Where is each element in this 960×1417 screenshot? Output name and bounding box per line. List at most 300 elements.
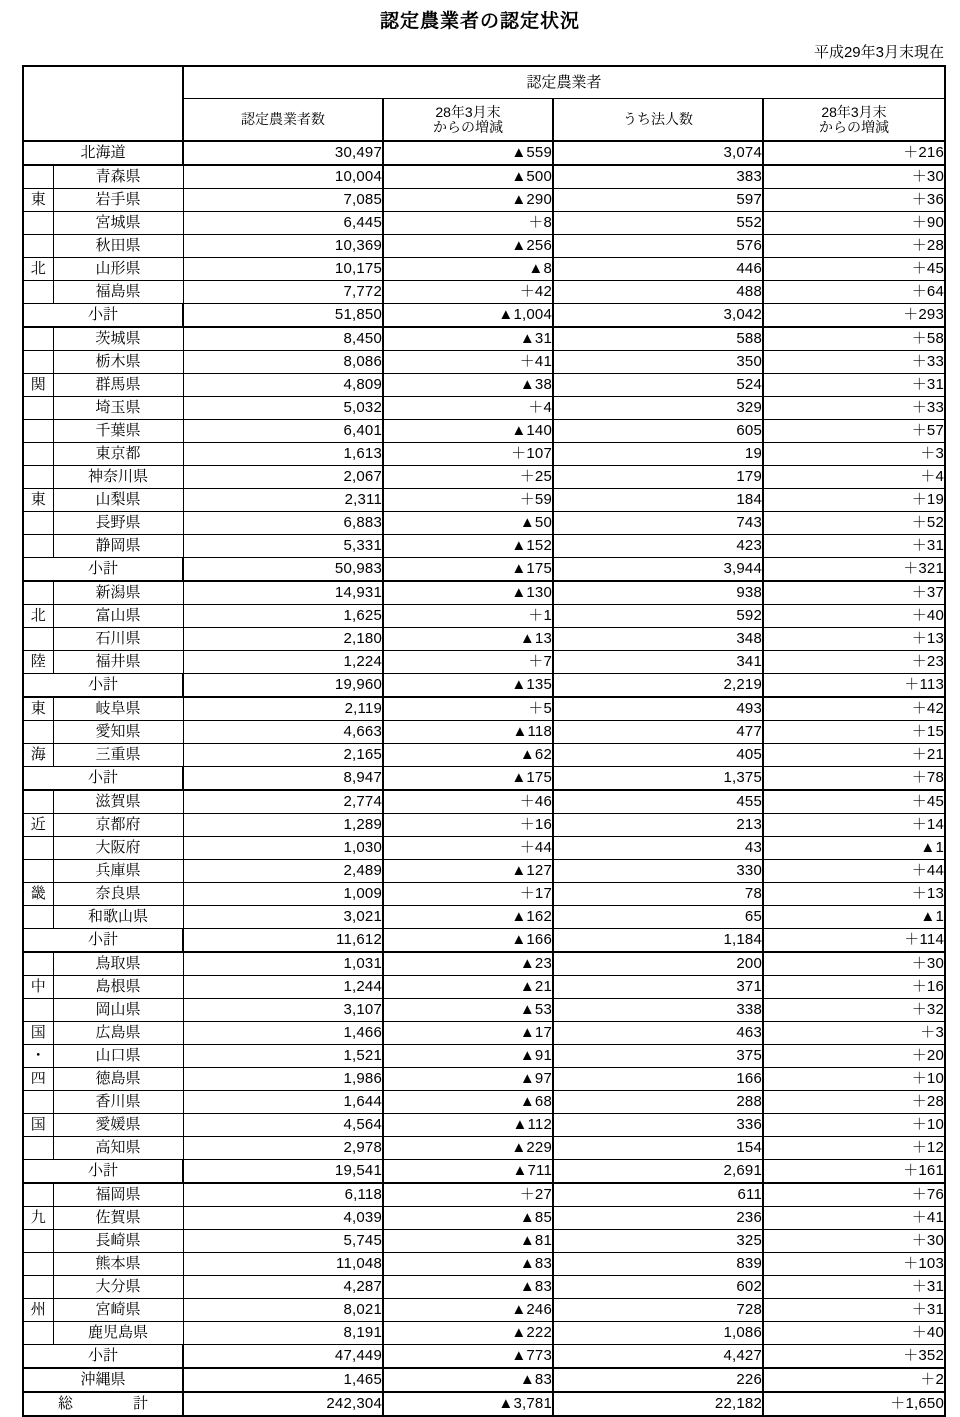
region-label-cell (23, 581, 53, 605)
cell-count-change: ▲3,781 (383, 1392, 553, 1416)
cell-count: 1,289 (183, 814, 383, 837)
cell-corporations: 338 (553, 999, 763, 1022)
cell-count: 10,175 (183, 258, 383, 281)
table-row (23, 258, 945, 281)
prefecture-name-cell: 三重県 (53, 744, 183, 767)
cell-count: 6,445 (183, 212, 383, 235)
cell-count-change: ▲38 (383, 374, 553, 397)
region-label-cell (23, 1322, 53, 1345)
table-row (23, 605, 945, 628)
table-row (23, 952, 945, 976)
cell-count-change: ▲91 (383, 1045, 553, 1068)
cell-corporations: 576 (553, 235, 763, 258)
prefecture-name-cell: 千葉県 (53, 420, 183, 443)
cell-count: 8,086 (183, 351, 383, 374)
region-label-cell (23, 1137, 53, 1160)
cell-corporations: 1,184 (553, 929, 763, 953)
cell-corp-change: ＋30 (763, 165, 945, 189)
prefecture-name-cell: 長崎県 (53, 1230, 183, 1253)
cell-corporations: 383 (553, 165, 763, 189)
table-row (23, 1253, 945, 1276)
cell-count: 5,331 (183, 535, 383, 558)
cell-count: 30,497 (183, 141, 383, 165)
cell-corp-change: ＋42 (763, 697, 945, 721)
region-label-cell (23, 721, 53, 744)
table-row (23, 837, 945, 860)
cell-corporations: 938 (553, 581, 763, 605)
table-row (23, 929, 945, 953)
cell-count-change: ▲246 (383, 1299, 553, 1322)
cell-corp-change: ＋19 (763, 489, 945, 512)
region-label-cell (23, 1091, 53, 1114)
table-row (23, 189, 945, 212)
cell-count-change: ▲162 (383, 906, 553, 929)
prefecture-name-cell: 神奈川県 (53, 466, 183, 489)
table-row (23, 767, 945, 791)
region-label-cell (23, 512, 53, 535)
prefecture-name-cell: 香川県 (53, 1091, 183, 1114)
prefecture-name-cell: 福岡県 (53, 1183, 183, 1207)
cell-corporations: 22,182 (553, 1392, 763, 1416)
prefecture-name-cell: 栃木県 (53, 351, 183, 374)
region-label-cell (23, 1253, 53, 1276)
cell-count-change: ▲53 (383, 999, 553, 1022)
cell-count: 1,244 (183, 976, 383, 999)
cell-corporations: 602 (553, 1276, 763, 1299)
cell-count: 1,009 (183, 883, 383, 906)
region-label-cell: 中 (23, 976, 53, 999)
cell-count: 2,067 (183, 466, 383, 489)
cell-count-change: ▲1,004 (383, 304, 553, 328)
region-label-cell (23, 860, 53, 883)
cell-count-change: ＋8 (383, 212, 553, 235)
cell-count-change: ▲112 (383, 1114, 553, 1137)
prefecture-name-cell: 和歌山県 (53, 906, 183, 929)
prefecture-name-cell: 福井県 (53, 651, 183, 674)
prefecture-name-cell: 大阪府 (53, 837, 183, 860)
cell-corp-change: ＋64 (763, 281, 945, 304)
table-row (23, 304, 945, 328)
table-head (23, 66, 945, 141)
cell-count-change: ▲68 (383, 1091, 553, 1114)
region-label-cell (23, 420, 53, 443)
cell-count: 8,191 (183, 1322, 383, 1345)
cell-corp-change: ＋30 (763, 952, 945, 976)
table-row (23, 721, 945, 744)
cell-count: 6,118 (183, 1183, 383, 1207)
region-label-cell (23, 327, 53, 351)
cell-count: 2,489 (183, 860, 383, 883)
cell-count-change: ▲23 (383, 952, 553, 976)
cell-count-change: ＋7 (383, 651, 553, 674)
region-label-cell (23, 351, 53, 374)
prefecture-name-cell: 京都府 (53, 814, 183, 837)
region-label-cell (23, 1276, 53, 1299)
cell-corporations: 179 (553, 466, 763, 489)
header-col-count-change-line1: 28年3月末 (435, 104, 501, 121)
cell-corporations: 43 (553, 837, 763, 860)
prefecture-name-cell: 静岡県 (53, 535, 183, 558)
cell-count-change: ▲81 (383, 1230, 553, 1253)
table-row (23, 489, 945, 512)
prefecture-name-cell: 埼玉県 (53, 397, 183, 420)
cell-corp-change: ＋33 (763, 397, 945, 420)
cell-corp-change: ＋41 (763, 1207, 945, 1230)
cell-count: 11,048 (183, 1253, 383, 1276)
cell-count: 19,541 (183, 1160, 383, 1184)
cell-corp-change: ＋40 (763, 1322, 945, 1345)
cell-corporations: 743 (553, 512, 763, 535)
region-label-cell: 国 (23, 1022, 53, 1045)
cell-count: 2,165 (183, 744, 383, 767)
cell-count-change: ＋27 (383, 1183, 553, 1207)
cell-corporations: 1,375 (553, 767, 763, 791)
cell-count-change: ▲31 (383, 327, 553, 351)
cell-corporations: 329 (553, 397, 763, 420)
prefecture-name-cell: 高知県 (53, 1137, 183, 1160)
prefecture-name-cell: 奈良県 (53, 883, 183, 906)
cell-corp-change: ＋216 (763, 141, 945, 165)
subtotal-label-cell: 小計 (23, 674, 183, 698)
subtotal-label-cell: 小計 (23, 558, 183, 582)
prefecture-name-cell: 長野県 (53, 512, 183, 535)
table-row (23, 1137, 945, 1160)
cell-corporations: 348 (553, 628, 763, 651)
region-label-cell: 国 (23, 1114, 53, 1137)
table-row (23, 1207, 945, 1230)
region-label-cell (23, 952, 53, 976)
cell-corp-change: ＋21 (763, 744, 945, 767)
cell-count: 4,287 (183, 1276, 383, 1299)
cell-corporations: 597 (553, 189, 763, 212)
cell-corp-change: ＋30 (763, 1230, 945, 1253)
cell-count: 5,032 (183, 397, 383, 420)
cell-count-change: ▲229 (383, 1137, 553, 1160)
cell-corporations: 2,691 (553, 1160, 763, 1184)
cell-corp-change: ＋13 (763, 628, 945, 651)
prefecture-name-cell: 群馬県 (53, 374, 183, 397)
prefecture-name-cell: 宮崎県 (53, 1299, 183, 1322)
table-row (23, 558, 945, 582)
table-row (23, 235, 945, 258)
cell-corporations: 592 (553, 605, 763, 628)
prefecture-name-cell: 北海道 (23, 141, 183, 165)
cell-count-change: ▲83 (383, 1368, 553, 1392)
cell-corporations: 65 (553, 906, 763, 929)
prefecture-name-cell: 岩手県 (53, 189, 183, 212)
cell-corp-change: ＋4 (763, 466, 945, 489)
region-label-cell: 畿 (23, 883, 53, 906)
cell-corp-change: ＋31 (763, 374, 945, 397)
cell-corp-change: ＋293 (763, 304, 945, 328)
header-col-corp-change-line1: 28年3月末 (821, 104, 887, 121)
cell-corporations: 336 (553, 1114, 763, 1137)
cell-corp-change: ＋36 (763, 189, 945, 212)
cell-count-change: ＋42 (383, 281, 553, 304)
cell-count: 6,401 (183, 420, 383, 443)
table-row (23, 906, 945, 929)
header-group-label: 認定農業者 (183, 66, 945, 98)
prefecture-name-cell: 石川県 (53, 628, 183, 651)
cell-corp-change: ＋31 (763, 1299, 945, 1322)
table-row (23, 628, 945, 651)
prefecture-name-cell: 鳥取県 (53, 952, 183, 976)
cell-corporations: 19 (553, 443, 763, 466)
table-row (23, 999, 945, 1022)
header-corner-blank (23, 66, 183, 141)
prefecture-name-cell: 宮城県 (53, 212, 183, 235)
cell-count-change: ＋4 (383, 397, 553, 420)
table-row (23, 1183, 945, 1207)
cell-corp-change: ＋3 (763, 1022, 945, 1045)
header-col-corp-change-line2: からの増減 (819, 118, 889, 135)
cell-count: 1,224 (183, 651, 383, 674)
subtotal-label-cell: 小計 (23, 929, 183, 953)
prefecture-name-cell: 沖縄県 (23, 1368, 183, 1392)
header-col-corporations: うち法人数 (553, 99, 763, 142)
cell-count: 1,466 (183, 1022, 383, 1045)
cell-count-change: ＋59 (383, 489, 553, 512)
cell-count: 2,978 (183, 1137, 383, 1160)
prefecture-name-cell: 山梨県 (53, 489, 183, 512)
cell-count-change: ▲290 (383, 189, 553, 212)
region-label-cell (23, 790, 53, 814)
region-label-cell (23, 535, 53, 558)
cell-count: 1,613 (183, 443, 383, 466)
cell-corp-change: ＋161 (763, 1160, 945, 1184)
cell-corp-change: ＋28 (763, 235, 945, 258)
cell-count-change: ＋17 (383, 883, 553, 906)
cell-count-change: ▲559 (383, 141, 553, 165)
cell-corp-change: ＋40 (763, 605, 945, 628)
region-label-cell (23, 212, 53, 235)
cell-corp-change: ＋32 (763, 999, 945, 1022)
prefecture-name-cell: 徳島県 (53, 1068, 183, 1091)
cell-count-change: ▲135 (383, 674, 553, 698)
cell-count: 47,449 (183, 1345, 383, 1369)
cell-count: 8,450 (183, 327, 383, 351)
cell-corp-change: ＋45 (763, 790, 945, 814)
region-label-cell: 北 (23, 605, 53, 628)
table-row (23, 1230, 945, 1253)
region-label-cell (23, 837, 53, 860)
table-row (23, 790, 945, 814)
table-row (23, 1114, 945, 1137)
cell-count: 14,931 (183, 581, 383, 605)
cell-corp-change: ＋352 (763, 1345, 945, 1369)
cell-count-change: ▲166 (383, 929, 553, 953)
cell-corporations: 371 (553, 976, 763, 999)
prefecture-name-cell: 熊本県 (53, 1253, 183, 1276)
cell-count-change: ＋41 (383, 351, 553, 374)
cell-count-change: ▲97 (383, 1068, 553, 1091)
cell-count: 7,772 (183, 281, 383, 304)
cell-corporations: 2,219 (553, 674, 763, 698)
cell-count: 7,085 (183, 189, 383, 212)
table-row (23, 1022, 945, 1045)
cell-corporations: 3,074 (553, 141, 763, 165)
cell-corp-change: ＋28 (763, 1091, 945, 1114)
region-label-cell: 東 (23, 697, 53, 721)
cell-count-change: ▲500 (383, 165, 553, 189)
cell-corp-change: ＋52 (763, 512, 945, 535)
prefecture-name-cell: 山形県 (53, 258, 183, 281)
region-label-cell (23, 281, 53, 304)
cell-corporations: 605 (553, 420, 763, 443)
cell-count: 4,564 (183, 1114, 383, 1137)
subtotal-label-cell: 小計 (23, 1160, 183, 1184)
table-row (23, 674, 945, 698)
cell-corporations: 350 (553, 351, 763, 374)
cell-corp-change: ＋15 (763, 721, 945, 744)
cell-corporations: 455 (553, 790, 763, 814)
subtotal-label-cell: 小計 (23, 767, 183, 791)
cell-corp-change: ＋16 (763, 976, 945, 999)
cell-corporations: 728 (553, 1299, 763, 1322)
header-col-count: 認定農業者数 (183, 99, 383, 142)
region-label-cell: 九 (23, 1207, 53, 1230)
table-row (23, 165, 945, 189)
cell-corp-change: ＋57 (763, 420, 945, 443)
cell-corp-change: ▲1 (763, 906, 945, 929)
prefecture-name-cell: 東京都 (53, 443, 183, 466)
cell-count-change: ＋107 (383, 443, 553, 466)
cell-count-change: ＋46 (383, 790, 553, 814)
cell-count-change: ▲222 (383, 1322, 553, 1345)
cell-corp-change: ▲1 (763, 837, 945, 860)
cell-count: 51,850 (183, 304, 383, 328)
cell-corporations: 493 (553, 697, 763, 721)
cell-corp-change: ＋13 (763, 883, 945, 906)
cell-count: 4,663 (183, 721, 383, 744)
header-col-count-change (383, 99, 553, 142)
cell-corporations: 588 (553, 327, 763, 351)
cell-count: 6,883 (183, 512, 383, 535)
cell-count: 50,983 (183, 558, 383, 582)
table-row (23, 883, 945, 906)
region-label-cell: 東 (23, 489, 53, 512)
prefecture-name-cell: 岐阜県 (53, 697, 183, 721)
table-row (23, 1299, 945, 1322)
table-row (23, 1392, 945, 1416)
table-row (23, 397, 945, 420)
cell-count-change: ▲83 (383, 1276, 553, 1299)
region-label-cell: ・ (23, 1045, 53, 1068)
cell-corp-change: ＋45 (763, 258, 945, 281)
cell-corp-change: ＋44 (763, 860, 945, 883)
region-label-cell (23, 165, 53, 189)
cell-count-change: ▲21 (383, 976, 553, 999)
prefecture-name-cell: 新潟県 (53, 581, 183, 605)
cell-count: 242,304 (183, 1392, 383, 1416)
table-row (23, 697, 945, 721)
cell-corporations: 3,944 (553, 558, 763, 582)
cell-corporations: 488 (553, 281, 763, 304)
table-row (23, 1091, 945, 1114)
region-label-cell (23, 397, 53, 420)
cell-count-change: ▲118 (383, 721, 553, 744)
table-row (23, 466, 945, 489)
prefecture-name-cell: 富山県 (53, 605, 183, 628)
cell-count: 11,612 (183, 929, 383, 953)
cell-count-change: ▲711 (383, 1160, 553, 1184)
table-row (23, 581, 945, 605)
cell-count: 8,021 (183, 1299, 383, 1322)
cell-count: 5,745 (183, 1230, 383, 1253)
table-row (23, 281, 945, 304)
cell-count-change: ▲62 (383, 744, 553, 767)
region-label-cell: 海 (23, 744, 53, 767)
cell-count: 3,021 (183, 906, 383, 929)
cell-count-change: ▲17 (383, 1022, 553, 1045)
region-label-cell: 陸 (23, 651, 53, 674)
cell-corporations: 288 (553, 1091, 763, 1114)
table-row (23, 443, 945, 466)
cell-corporations: 78 (553, 883, 763, 906)
cell-corporations: 166 (553, 1068, 763, 1091)
cell-count-change: ＋1 (383, 605, 553, 628)
table-row (23, 1068, 945, 1091)
prefecture-name-cell: 茨城県 (53, 327, 183, 351)
region-label-cell: 州 (23, 1299, 53, 1322)
cell-count-change: ＋5 (383, 697, 553, 721)
cell-corporations: 446 (553, 258, 763, 281)
table-row (23, 420, 945, 443)
cell-count-change: ▲85 (383, 1207, 553, 1230)
cell-count: 10,369 (183, 235, 383, 258)
table-row (23, 351, 945, 374)
table-row (23, 744, 945, 767)
cell-count: 2,774 (183, 790, 383, 814)
cell-count: 1,625 (183, 605, 383, 628)
region-label-cell: 四 (23, 1068, 53, 1091)
prefecture-name-cell: 鹿児島県 (53, 1322, 183, 1345)
subtotal-label-cell: 小計 (23, 1345, 183, 1369)
prefecture-name-cell: 福島県 (53, 281, 183, 304)
cell-corp-change: ＋20 (763, 1045, 945, 1068)
table-row (23, 1276, 945, 1299)
table-row (23, 1045, 945, 1068)
cell-count-change: ▲152 (383, 535, 553, 558)
cell-count: 2,311 (183, 489, 383, 512)
cell-count-change: ▲130 (383, 581, 553, 605)
cell-corp-change: ＋78 (763, 767, 945, 791)
region-label-cell (23, 999, 53, 1022)
cell-count: 1,521 (183, 1045, 383, 1068)
cell-corporations: 375 (553, 1045, 763, 1068)
cell-count: 8,947 (183, 767, 383, 791)
region-label-cell (23, 628, 53, 651)
region-label-cell: 関 (23, 374, 53, 397)
region-label-cell: 近 (23, 814, 53, 837)
cell-count-change: ▲256 (383, 235, 553, 258)
certified-farmers-table (22, 65, 946, 1417)
region-label-cell (23, 1230, 53, 1253)
prefecture-name-cell: 兵庫県 (53, 860, 183, 883)
cell-count: 1,644 (183, 1091, 383, 1114)
total-label-cell: 総 計 (23, 1392, 183, 1416)
cell-corp-change: ＋12 (763, 1137, 945, 1160)
prefecture-name-cell: 広島県 (53, 1022, 183, 1045)
cell-count-change: ▲175 (383, 767, 553, 791)
table-row (23, 535, 945, 558)
cell-corp-change: ＋90 (763, 212, 945, 235)
region-label-cell (23, 235, 53, 258)
prefecture-name-cell: 島根県 (53, 976, 183, 999)
prefecture-name-cell: 岡山県 (53, 999, 183, 1022)
cell-corp-change: ＋31 (763, 535, 945, 558)
cell-corp-change: ＋23 (763, 651, 945, 674)
